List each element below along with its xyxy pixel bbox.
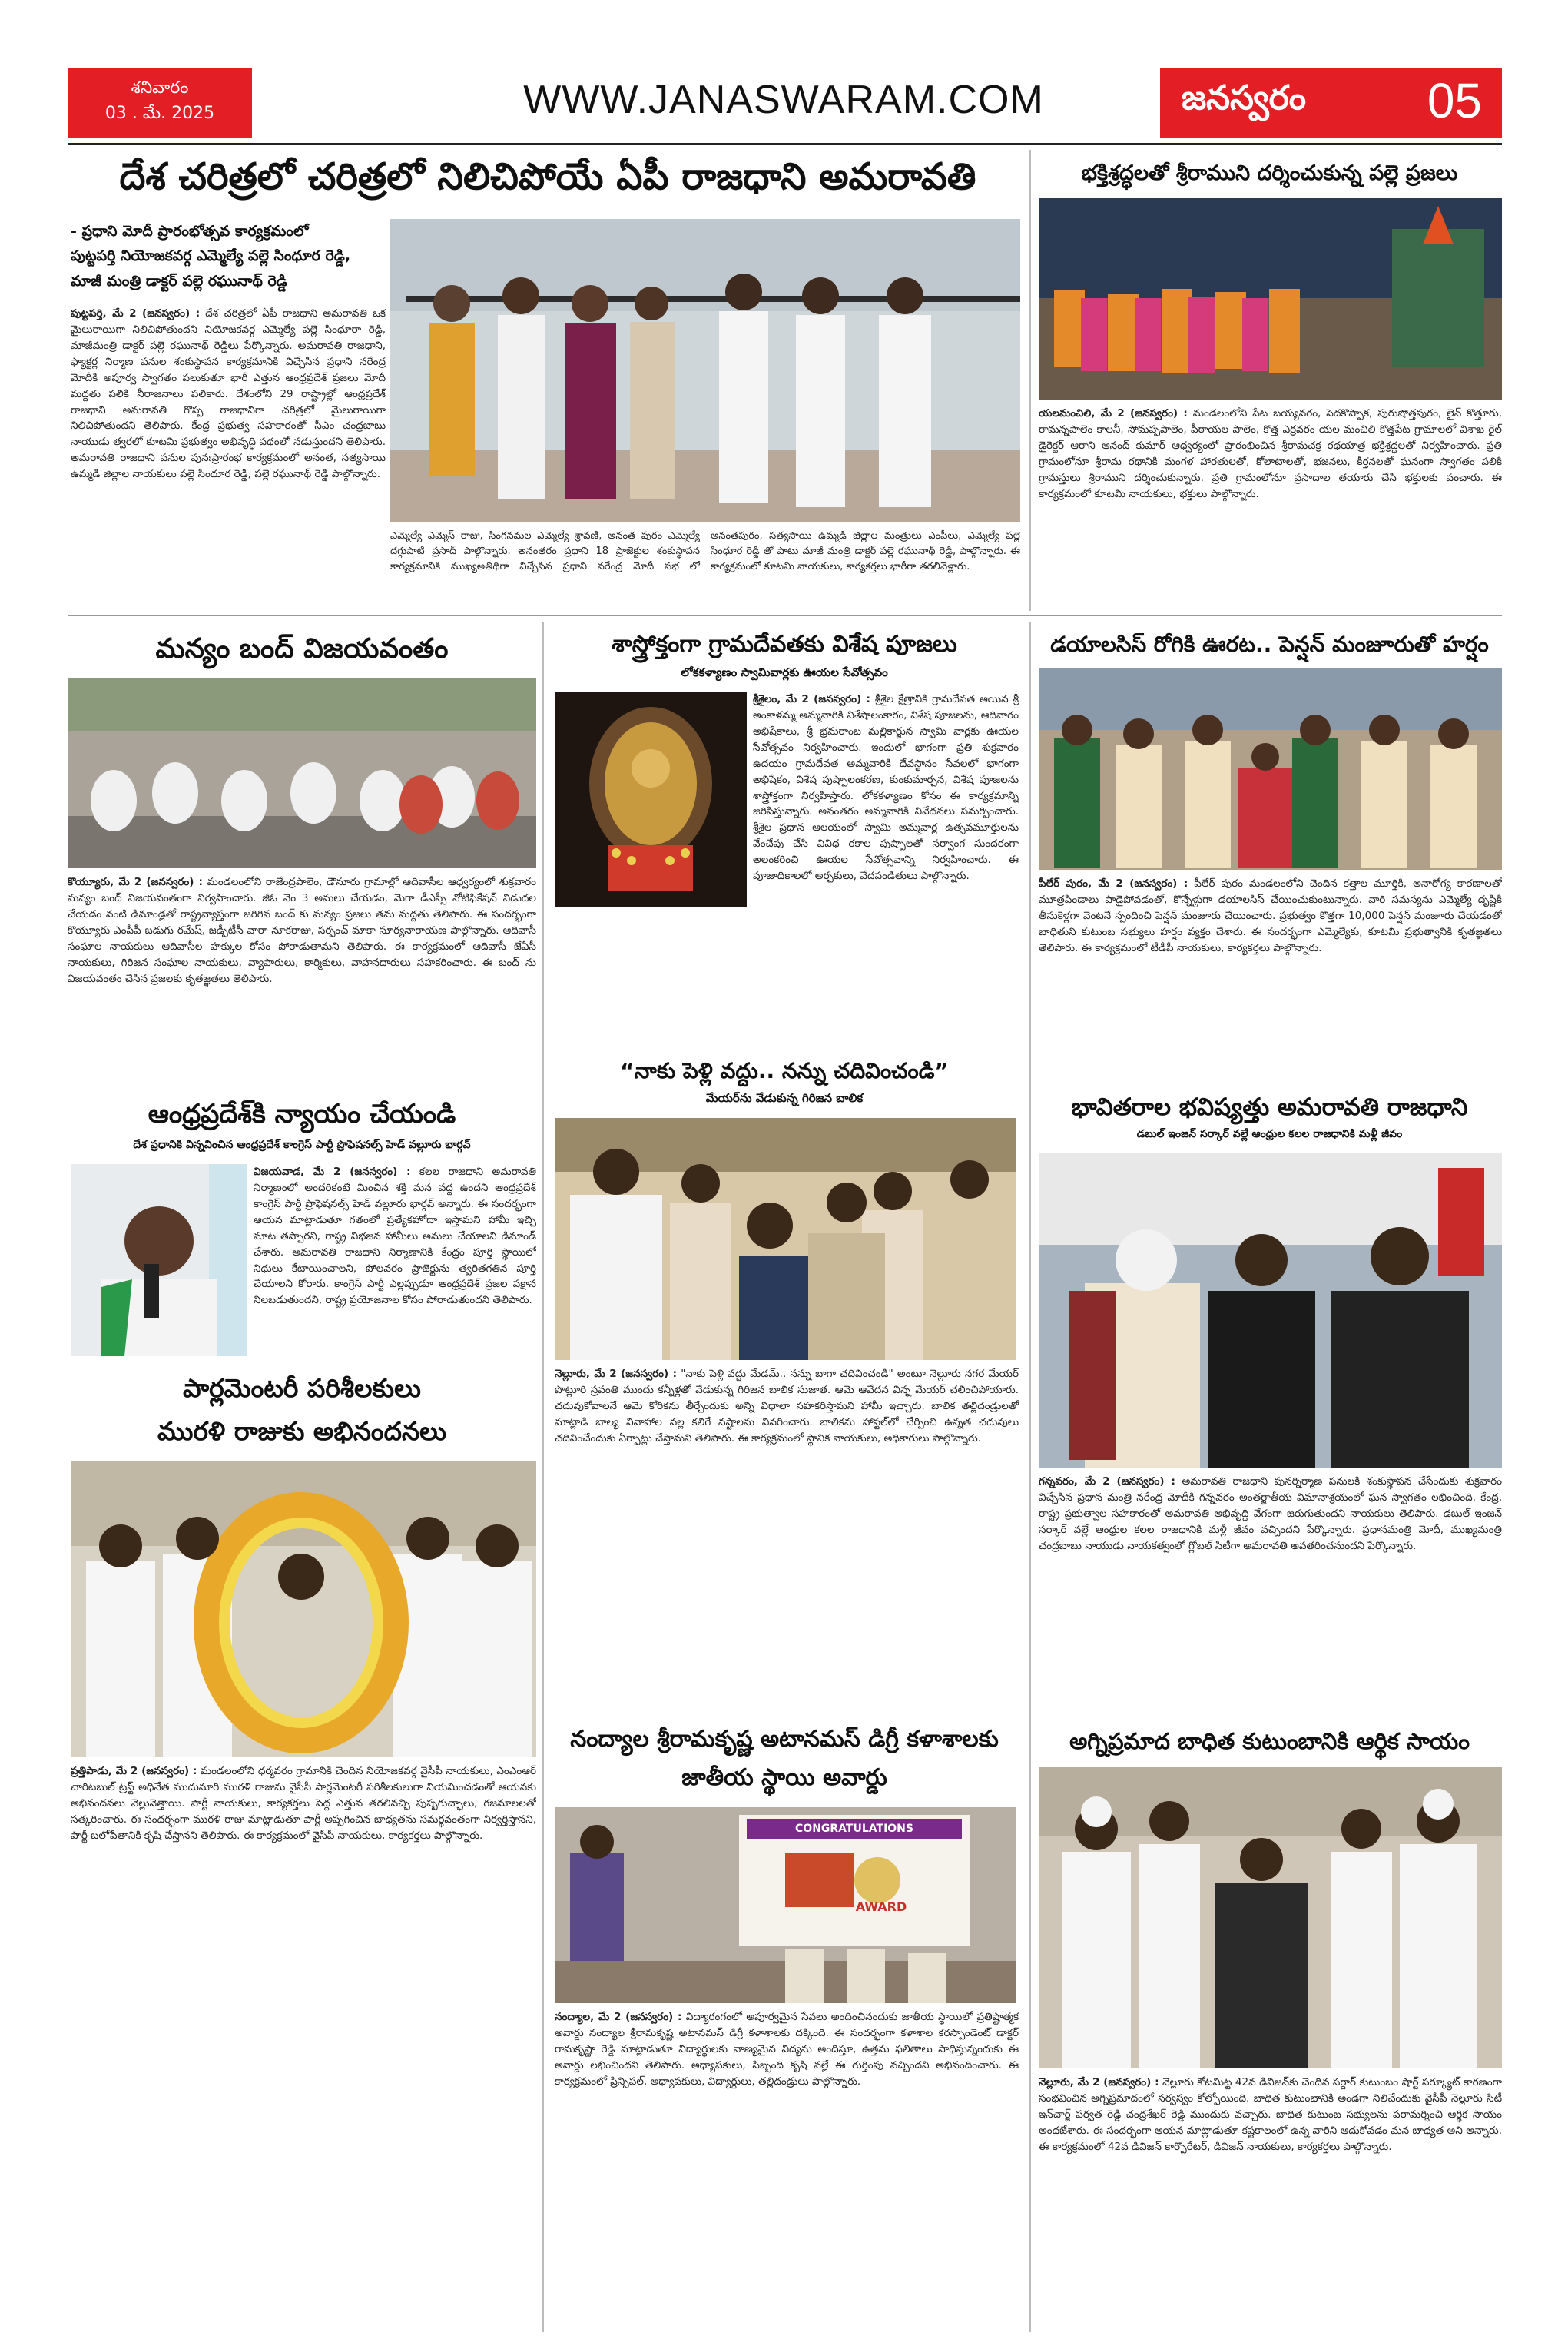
- a2-headline: భక్తిశ్రద్ధలతో శ్రీరాముని దర్శించుకున్న పల్లె ప్రజలు: [1081, 161, 1458, 185]
- a10-text: విద్యారంగంలో అపూర్వమైన సేవలు అందించినందుకు జాతీయ స్థాయిలో ప్రతిష్టాత్మక అవార్డు నంద్యాల శ్రీరామకృష్ణ అటానమస్ డిగ్రీ కళాశాలకు దక్కింది. ఈ సందర్భంగా కళాశాల కరస్పాండెంట్ డాక్టర్ రామకృష్ణా రెడ్డి మాట్లాడుతూ విద్యార్థులకు నాణ్యమైన విద్యను అందిస్తూ, ఉత్తమ ఫలితాలు సాధిస్తున్నందుకు ఈ అవార్డు లభించిందని తెలిపారు. అధ్యాపకులు, సిబ్బంది కృషి వల్లే ఈ గుర్తింపు వచ్చిందని అభినందించారు. ఈ కార్యక్రమంలో ప్రిన్సిపల్, అధ్యాపకులు, విద్యార్థులు, తల్లిదండ్రులు పాల్గొన్నారు.: [555, 2011, 1019, 2088]
- a4-text: శ్రీశైల క్షేత్రానికి గ్రామదేవత అయిన శ్రీ అంకాళమ్మ అమ్మవారికి విశేషాలంకారం, విశేష పూజలను, ఆదివారం అభిషేకాలు, శ్రీ భ్రమరాంబ మల్లికార్జున స్వామి వార్లకు ఊయల సేవోత్సవం నిర్వహించారు. ఇందులో భాగంగా ప్రతి శుక్రవారం ఉదయం గ్రామదేవత అమ్మవారికి దేవస్థానం సేవలలో భాగంగా అభిషేకం, విశేష పుష్పాలంకరణ, కుంకుమార్చన, విశేష పూజలను శాస్త్రోక్తంగా నిర్వహిస్తారు. లోకకళ్యాణం కోసం ఈ కార్యక్రమాన్ని జరిపిస్తున్నారు. అనంతరం అమ్మవారికి నివేదనలు సమర్పించారు. శ్రీశైల ప్రధాన ఆలయంలో స్వామి అమ్మవార్ల ఉత్సవమూర్తులను వేంచేపు చేసి వివిధ రకాల పుష్పాలతో సర్వాంగ సుందరంగా అలంకరించి ఊయల సేవోత్సవాన్ని నిర్వహించారు. ఈ పూజాదికాలలో అర్చకులు, వేదపండితులు పాల్గొన్నారు.: [753, 693, 1019, 883]
- a6-headline: ఆంధ్రప్రదేశ్‌కి న్యాయం చేయండి: [148, 1099, 456, 1130]
- a9-dateline: ప్రత్తిపాడు, మే 2 (జనస్వరం) :: [71, 1765, 197, 1777]
- a9-headline-line2: మురళి రాజుకు అభినందనలు: [157, 1416, 446, 1446]
- a8-photo: [1039, 1153, 1502, 1468]
- a10-photo: [555, 1807, 1016, 2003]
- a1-text: దేశ చరిత్రలో ఏపీ రాజధాని అమరావతి ఒక మైలురాయిగా నిలిచిపోతుందని నియోజకవర్గ ఎమ్మెల్యే పల్లె సింధూరా రెడ్డి, మాజీమంత్రి డాక్టర్ పల్లె రఘునాథ్ రెడ్డిలు పేర్కొన్నారు. అమరావతి రాజధాని, ఫ్యాక్టర్ల నిర్మాణ పనుల శంకుస్థాపన కార్యక్రమానికి విచ్చేసిన ప్రధాని నరేంద్ర మోదీకి అపూర్వ స్వాగతం పలుకుతూ భారీ ఎత్తున ఆంధ్రప్రదేశ్ ప్రజలు మోదీ మద్దతు పలికి నీరాజనాలు పలికారు. దేశంలోని 29 రాష్ట్రాల్లో ఆంధ్రప్రదేశ్ రాజధాని అమరావతి గొప్ప రాజధానిగా చరిత్రలో మైలురాయిగా నిలిచిపోతుందని తెలిపారు. కేంద్ర ప్రభుత్వ సహకారంతో సీఎం చంద్రబాబు నాయుడు త్వరలో కూటమి ప్రభుత్వం అభివృద్ధి పథంలో నడుస్తుందని తెలిపారు. అమరావతి రాజధాని పనుల పునఃప్రారంభ కార్యక్రమంలో అనంత, సత్యసాయి ఉమ్మడి జిల్లాల నాయకులు పల్లె సింధూర రెడ్డి, పల్లె రఘునాథ్ రెడ్డి పాల్గొన్నారు.: [71, 307, 386, 481]
- a1-bullet-1: - ప్రధాని మోదీ ప్రారంభోత్సవ కార్యక్రమంలో: [71, 223, 309, 240]
- a7-headline: “నాకు పెళ్లి వద్దు.. నన్ను చదివించండి”: [620, 1058, 949, 1083]
- a4-dateline: శ్రీశైలం, మే 2 (జనస్వరం) :: [753, 693, 870, 705]
- a10-headline-line1: నంద్యాల శ్రీరామకృష్ణ అటానమస్ డిగ్రీ కళాశాలకు: [570, 1726, 999, 1753]
- a1-body: [71, 306, 386, 604]
- a11-text: నెల్లూరు కోటమిట్ట 42వ డివిజన్‌కు చెందిన సర్దార్ కుటుంబం షార్ట్ సర్క్యూట్ కారణంగా సంభవించిన అగ్నిప్రమాదంలో సర్వస్వం కోల్పోయింది. బాధిత కుటుంబానికి అండగా నిలిచేందుకు వైసీపీ నెల్లూరు సిటీ ఇన్‌చార్జ్ పర్వత రెడ్డి చంద్రశేఖర్ రెడ్డి ముందుకు వచ్చారు. బాధిత కుటుంబ సభ్యులను పరామర్శించి ఆర్థిక సాయం అందజేశారు. ఈ సందర్భంగా ఆయన మాట్లాడుతూ కష్టకాలంలో ఉన్న వారిని ఆదుకోవడం మన బాధ్యత అని అన్నారు. ఈ కార్యక్రమంలో 42వ డివిజన్ కార్పొరేటర్, డివిజన్ నాయకులు, కార్యకర్తలు పాల్గొన్నారు.: [1039, 2076, 1502, 2153]
- column-divider: [1029, 150, 1031, 611]
- masthead-rule: [68, 143, 1502, 145]
- a5-photo: [1039, 668, 1502, 870]
- a5-text: పీలేర్ పురం మండలంలోని చెందిన కత్తాల మూర్తికి, అనారోగ్య కారణాలతో మూత్రపిండాలు పాడైపోవడంతో, కొన్నేళ్లుగా డయాలసిస్ చేయించుకుంటున్నారు. వారి సమస్యను ఎమ్మెల్యే దృష్టికి తీసుకెళ్లగా వెంటనే స్పందించి పెన్షన్ మంజూరు చేయించారు. ప్రభుత్వం కొత్తగా 10,000 పెన్షన్ మంజూరు చేయడంతో బాధితుని కుటుంబ సభ్యులు హర్షం వ్యక్తం చేశారు. ఈ సందర్భంగా ఎమ్మెల్యేకు, కూటమి ప్రభుత్వానికి కృతజ్ఞతలు తెలిపారు. ఈ కార్యక్రమంలో టీడీపీ నాయకులు, కార్యకర్తలు పాల్గొన్నారు.: [1039, 877, 1502, 954]
- a2-dateline: యలమంచిలి, మే 2 (జనస్వరం) :: [1039, 407, 1188, 420]
- a2-body: [1039, 406, 1502, 607]
- a7-subhead: మేయర్‌ను వేడుకున్న గిరిజన బాలిక: [705, 1091, 864, 1105]
- a3-headline: మన్యం బంద్ విజయవంతం: [155, 633, 449, 665]
- a10-award-text: AWARD: [855, 1899, 907, 1914]
- a10-body: [555, 2009, 1019, 2332]
- a2-photo: [1039, 198, 1502, 400]
- a8-text: అమరావతి రాజధాని పునర్నిర్మాణ పనులకి శంకుస్థాపన చేసేందుకు శుక్రవారం విచ్చేసిన ప్రధాన మంత్రి నరేంద్ర మోదీకి గన్నవరం అంతర్జాతీయ విమానాశ్రయంలో ఘన స్వాగతం లభించింది. కేంద్ర, రాష్ట్ర ప్రభుత్వాల సహకారంతో అమరావతి అభివృద్ధి వేగంగా జరుగుతుందని నాయకులు తెలిపారు. డబుల్ ఇంజన్ సర్కార్ వల్లే ఆంధ్రుల కలల రాజధానికి మళ్లీ జీవం వచ్చిందని పేర్కొన్నారు. ప్రధానమంత్రి మోదీ, ముఖ్యమంత్రి చంద్రబాబు నాయుడు నాయకత్వంలో గ్లోబల్ సిటీగా అమరావతి అవతరించనుందని పేర్కొన్నారు.: [1039, 1475, 1502, 1552]
- a3-dateline: కొయ్యూరు, మే 2 (జనస్వరం) :: [68, 876, 203, 888]
- a10-headline-line2: జాతీయ స్థాయి అవార్డు: [681, 1764, 887, 1791]
- a8-headline: భావితరాల భవిష్యత్తు అమరావతి రాజధాని: [1071, 1093, 1468, 1121]
- masthead-date-box: [68, 68, 252, 138]
- a8-subhead: డబుల్ ఇంజన్ సర్కార్ వల్లే ఆంధ్రుల కలల రాజధానికి మళ్లీ జీవం: [1136, 1128, 1403, 1140]
- a11-dateline: నెల్లూరు, మే 2 (జనస్వరం) :: [1039, 2076, 1159, 2088]
- a8-body: [1039, 1474, 1502, 1716]
- a9-text: మండలంలోని ధర్మవరం గ్రామానికి చెందిన నియోజకవర్గ వైసీపీ నాయకులు, ఎంఎంఆర్ చారిటబుల్ ట్రస్ట్ అధినేత ముదునూరి మురళి రాజును వైసీపీ పార్లమెంటరీ పరిశీలకులుగా నియమించడంతో ఆయనకు అభినందనలు వెల్లువెత్తాయి. పార్టీ నాయకులు, కార్యకర్తలు పెద్ద ఎత్తున తరలివచ్చి పుష్పగుచ్ఛాలు, గజమాలలతో సత్కరించారు. ఈ సందర్భంగా మురళి రాజు మాట్లాడుతూ పార్టీ అప్పగించిన బాధ్యతను సమర్థవంతంగా నిర్వర్తిస్తానని, పార్టీ బలోపేతానికి కృషి చేస్తానని తెలిపారు. ఈ కార్యక్రమంలో వైసీపీ నాయకులు, కార్యకర్తలు పాల్గొన్నారు.: [71, 1765, 536, 1842]
- a5-headline: డయాలసిస్ రోగికి ఊరట.. పెన్షన్ మంజూరుతో హర్షం: [1050, 632, 1489, 657]
- a6-body: [254, 1164, 536, 1360]
- masthead-brand: జనస్వరం: [1182, 78, 1307, 118]
- column-divider-left: [542, 622, 544, 2332]
- a1-bullet-3: మాజీ మంత్రి డాక్టర్ పల్లె రఘునాథ్ రెడ్డి: [71, 272, 287, 290]
- page-number: 05: [1427, 73, 1482, 128]
- a1-dateline: పుట్టపర్తి, మే 2 (జనస్వరం) :: [71, 307, 201, 320]
- masthead-day: శనివారం: [131, 78, 189, 98]
- masthead-brand-box: [1160, 68, 1502, 138]
- a1-bullets: [71, 219, 393, 304]
- a6-photo: [71, 1164, 247, 1356]
- section-rule: [68, 615, 1502, 616]
- a5-body: [1039, 876, 1502, 1083]
- a1-bullet-2: పుట్టపర్తి నియోజకవర్గ ఎమ్మెల్యే పల్లె సింధూర రెడ్డి,: [71, 247, 351, 265]
- a10-banner-text: CONGRATULATIONS: [795, 1823, 913, 1835]
- a9-photo: [71, 1461, 536, 1757]
- a6-dateline: విజయవాడ, మే 2 (జనస్వరం) :: [254, 1166, 411, 1178]
- a4-body-col1: [753, 692, 1019, 907]
- a9-body: [71, 1763, 536, 2125]
- a4-photo: [555, 692, 747, 907]
- a3-text: మండలంలోని రాజేంద్రపాలెం, డౌనూరు గ్రామాల్లో ఆదివాసీల ఆధ్వర్యంలో శుక్రవారం మన్యం బంద్ విజయవంతంగా నిర్వహించారు. జీఓ నెం 3 అమలు చేయడం, మెగా డీఎస్సీ నోటిఫికేషన్ విడుదల చేయడం వంటి డిమాండ్లతో రాష్ట్రవ్యాప్తంగా జరిగిన బంద్ కు మన్యం ప్రజలు తమ మద్దతు తెలిపారు. ఈ సందర్భంగా కొయ్యూరు ఎంపీపీ బడుగు రమేష్, జడ్పీటీసీ వారా నూకరాజు, సర్పంచ్ మాకా సూర్యనారాయణ పాల్గొన్నారు. ఆదివాసీ సంఘాల నాయకులు ఆదివాసీల హక్కుల కోసం పోరాడుతామని తెలిపారు. ఈ కార్యక్రమంలో ఆదివాసీ జేఏసీ నాయకులు, గిరిజన సంఘాల నాయకులు, వ్యాపారులు, కార్మికులు, వాహనదారులు సహకరించారు. ఈ బంద్ ను విజయవంతం చేసిన ప్రజలకు కృతజ్ఞతలు తెలిపారు.: [68, 876, 536, 985]
- a7-body: [555, 1366, 1019, 1712]
- a6-subhead: దేశ ప్రధానికి విన్నవించిన ఆంధ్రప్రదేశ్ కాంగ్రెస్ పార్టీ ప్రొఫెషనల్స్ హెడ్ వల్లూరు భార్గవ్: [133, 1139, 471, 1151]
- a11-headline: అగ్నిప్రమాద బాధిత కుటుంబానికి ఆర్థిక సాయం: [1069, 1728, 1470, 1754]
- a9-headline-line1: పార్లమెంటరీ పరిశీలకులు: [183, 1373, 421, 1403]
- a10-dateline: నంద్యాల, మే 2 (జనస్వరం) :: [555, 2011, 682, 2023]
- a2-text: మండలంలోని పేట బయ్యవరం, పెదకొప్పాక, పురుషోత్తపురం, లైన్ కొత్తూరు, రామన్నపాలెం కాలనీ, సోమప్పపాలెం, పీఠాయల పాలెం, కొత్త ఎర్రవరం యల మంచిలి కొత్తపేట గ్రామాలలో విశాఖ రైల్ డైరెక్టర్ ఆరాని ఆనంద్ కుమార్ ఆధ్వర్యంలో ప్రారంభించిన శ్రీరామచక్ర రథయాత్ర భక్తిశ్రద్ధలతో నిర్వహించారు. ప్రతి గ్రామంలోనూ శ్రీరామ రథానికి మంగళ హారతులతో, కోలాటాలతో, భజనలు, కీర్తనలతో ఘనంగా స్వాగతం పలికి గ్రామస్తులు శ్రీరాముని దర్శించుకున్నారు. ప్రతి గ్రామంలోనూ ప్రసాదాల తయారు చేసి భక్తులకు పంచారు. ఈ కార్యక్రమంలో కూటమి నాయకులు, భక్తులు పాల్గొన్నారు.: [1039, 407, 1502, 500]
- column-divider-right: [1029, 622, 1031, 2332]
- a4-headline: శాస్త్రోక్తంగా గ్రామదేవతకు విశేష పూజలు: [612, 631, 957, 658]
- a11-photo: [1039, 1767, 1502, 2068]
- a3-body: [68, 874, 536, 1086]
- a1-caption: ఎమ్మెల్యే ఎమ్మెస్ రాజు, సింగనమల ఎమ్మెల్యే శ్రావణి, అనంత పురం ఎమ్మెల్యే దగ్గుపాటి ప్రసాద్ పాల్గొన్నారు. అనంతరం ప్రధాని 18 ప్రాజెక్టుల శంకుస్థాపన కార్యక్రమానికి ముఖ్యఅతిథిగా విచ్చేసిన ప్రధాని నరేంద్ర మోదీ సభ లో అనంతపురం, సత్యసాయి ఉమ్మడి జిల్లాల మంత్రులు ఎంపీలు, ఎమ్మెల్యే పల్లె సింధూర రెడ్డి తో పాటు మాజీ మంత్రి డాక్టర్ పల్లె రఘునాథ్ రెడ్డి, పాల్గొన్నారు. ఈ కార్యక్రమంలో కూటమి నాయకులు, కార్యకర్తలు భారీగా తరలివెళ్లారు.: [390, 530, 1020, 573]
- masthead-url[interactable]: WWW.JANASWARAM.COM: [523, 78, 1044, 122]
- a8-dateline: గన్నవరం, మే 2 (జనస్వరం) :: [1039, 1475, 1175, 1488]
- a7-photo: [555, 1118, 1016, 1360]
- a1-headline: దేశ చరిత్రలో చరిత్రలో నిలిచిపోయే ఏపీ రాజధాని అమరావతి: [119, 155, 976, 198]
- a3-photo: [68, 678, 536, 868]
- masthead-date: 03 . మే. 2025: [104, 104, 215, 123]
- a7-dateline: నెల్లూరు, మే 2 (జనస్వరం) :: [555, 1368, 678, 1380]
- a1-photo: [390, 219, 1020, 522]
- a7-text: "నాకు పెళ్లి వద్దు మేడమ్.. నన్ను బాగా చదివించండి" అంటూ నెల్లూరు నగర మేయర్ పొట్లూరి స్రవంతి ముందు కన్నీళ్లతో వేడుకున్న గిరిజన బాలిక సుజాత. ఆమె ఆవేదన విన్న మేయర్ చలించిపోయారు. చదువుకోవాలనే ఆమె కోరికను తీర్చేందుకు అన్ని విధాలా సహకరిస్తామని హామీ ఇచ్చారు. బాలిక తల్లిదండ్రులతో మాట్లాడి బాల్య వివాహాల వల్ల కలిగే నష్టాలను వివరించారు. బాలికను హాస్టల్‌లో చేర్పించి ఉన్నత చదువులు చదివించేందుకు ఏర్పాట్లు చేస్తామని తెలిపారు. ఈ కార్యక్రమంలో స్థానిక నాయకులు, అధికారులు పాల్గొన్నారు.: [555, 1368, 1019, 1445]
- a11-body: [1039, 2075, 1502, 2332]
- a6-text: కలల రాజధాని అమరావతి నిర్మాణంలో అందరికంటే మించిన శక్తి మన వద్ద ఉందని ఆంధ్రప్రదేశ్ కాంగ్రెస్ పార్టీ ప్రొఫెషనల్స్ హెడ్ వల్లూరు భార్గవ్ అన్నారు. ఈ సందర్భంగా ఆయన మాట్లాడుతూ గతంలో ప్రత్యేకహోదా ఇస్తామని హామీ ఇచ్చి మాట తప్పారని, రాష్ట్ర విభజన హామీలు అమలు చేయాలని డిమాండ్ చేశారు. అమరావతి రాజధాని నిర్మాణానికి కేంద్రం పూర్తి స్థాయిలో నిధులు కేటాయించాలని, పోలవరం ప్రాజెక్టును త్వరితగతిన పూర్తి చేయాలని కోరారు. కాంగ్రెస్ పార్టీ ఎల్లప్పుడూ ఆంధ్రప్రదేశ్ ప్రజల పక్షాన నిలబడుతుందని, రాష్ట్ర ప్రయోజనాల కోసం పోరాడుతుందని తెలిపారు.: [254, 1166, 536, 1307]
- a4-subhead: లోకకళ్యాణం స్వామివార్లకు ఊయల సేవోత్సవం: [681, 665, 888, 679]
- a5-dateline: పీలేర్ పురం, మే 2 (జనస్వరం) :: [1039, 877, 1188, 890]
